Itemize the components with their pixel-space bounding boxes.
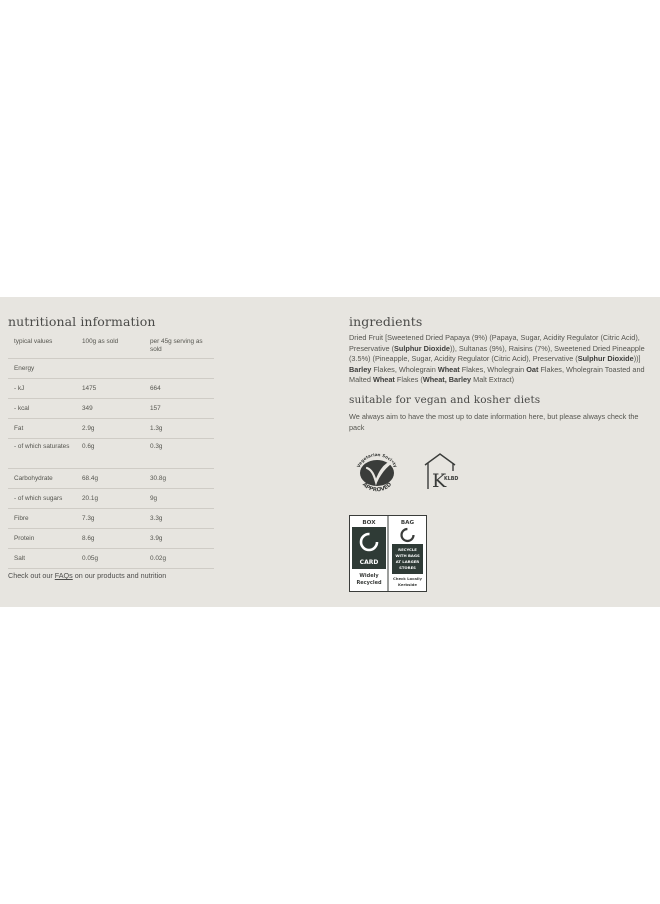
nutrient-name: - kcal [14, 405, 30, 412]
nutrient-name: Fat [14, 425, 24, 432]
ingredient-text: Flakes, Wholegrain [459, 364, 527, 374]
value-100g: 0.05g [82, 555, 98, 562]
ingredient-text: ))] [633, 354, 641, 364]
value-100g: 0.6g [82, 443, 95, 450]
allergen: Wheat, Barley [422, 375, 472, 385]
table-row [8, 419, 214, 439]
header-typical-values: typical values [14, 338, 53, 345]
bag-instruction-3: AT LARGER [395, 559, 420, 564]
value-per-serving: 3.9g [150, 535, 163, 542]
value-per-serving: 1.3g [150, 425, 163, 432]
box-label: BOX [362, 520, 376, 526]
table-header-row [8, 331, 214, 359]
bag-status-1: Check Locally [392, 576, 423, 581]
table-row [8, 489, 214, 509]
klbd-k-icon: K [432, 470, 447, 492]
vegan-approved-logo [352, 451, 402, 497]
header-per-serving: per 45g serving as sold [150, 338, 203, 353]
faq-note-text-end: on our products and nutrition [72, 571, 167, 580]
vegan-approved-text: APPROVED [360, 481, 394, 494]
bag-instruction-4: STORES [399, 565, 416, 570]
nutrition-table [8, 331, 214, 569]
faq-note-text: Check out our [8, 571, 55, 580]
value-100g: 2.9g [82, 425, 95, 432]
allergen: Barley [349, 364, 372, 374]
nutrient-name: Fibre [14, 515, 29, 522]
bag-label: BAG [400, 520, 415, 526]
ingredients-text [349, 333, 651, 386]
value-per-serving: 664 [150, 385, 161, 392]
diets-note: We always aim to have the most up to date information here, but please always check the pack [349, 412, 639, 432]
value-100g: 68.4g [82, 475, 98, 482]
product-info-panel [0, 297, 660, 607]
box-material: CARD [359, 559, 379, 566]
table-row [8, 399, 214, 419]
nutrient-name: Carbohydrate [14, 475, 53, 482]
ingredient-text: Malt Extract) [471, 375, 515, 385]
nutrient-name: - of which sugars [14, 495, 63, 502]
bag-status-2: Kerbside [398, 582, 417, 587]
allergen: Sulphur Dioxide [394, 343, 450, 353]
table-row [8, 509, 214, 529]
allergen: Sulphur Dioxide [577, 354, 634, 364]
value-100g: 349 [82, 405, 93, 412]
value-100g: 8.6g [82, 535, 95, 542]
allergen: Oat [526, 364, 539, 374]
table-row [8, 359, 214, 379]
vegan-arc-text: Vegetarian Society [355, 451, 399, 469]
value-per-serving: 157 [150, 405, 161, 412]
faq-link[interactable]: FAQs [54, 571, 73, 580]
nutrient-name: Protein [14, 535, 35, 542]
recycling-label [349, 515, 427, 592]
ingredient-text: Flakes ( [394, 375, 423, 385]
allergen: Wheat [437, 364, 460, 374]
value-per-serving: 3.3g [150, 515, 163, 522]
value-100g: 1475 [82, 385, 97, 392]
ingredient-text: Dried Fruit [Sweetened Dried Papaya (9%) (Papaya, Sugar, Acidity Regulator (Citric Acid), Preservative ( [349, 333, 640, 353]
klbd-roof-icon [425, 454, 455, 465]
nutrient-name: Energy [14, 365, 35, 372]
table-row [8, 469, 214, 489]
value-per-serving: 0.3g [150, 443, 163, 450]
value-per-serving: 9g [150, 495, 158, 502]
value-100g: 20.1g [82, 495, 98, 502]
faq-note [8, 571, 166, 580]
ingredient-text: )), Sultanas (9%), Raisins (7%), Sweetened Dried Pineapple (3.5%) (Pineapple, Sugar, Acidity Regulator (Citric Acid), Preservative ( [349, 343, 645, 364]
allergen: Wheat [372, 375, 395, 385]
bag-instruction-2: WITH BAGS [395, 553, 420, 558]
nutrient-name: - of which saturates [14, 443, 70, 450]
ingredient-text: Flakes, Wholegrain [371, 364, 438, 374]
nutrition-heading: nutritional information [8, 314, 156, 329]
table-row [8, 529, 214, 549]
ingredients-heading: ingredients [349, 314, 423, 329]
kosher-klbd-logo [420, 451, 460, 493]
table-row [8, 439, 214, 469]
value-100g: 7.3g [82, 515, 95, 522]
value-per-serving: 0.02g [150, 555, 166, 562]
nutrient-name: Salt [14, 555, 26, 562]
value-per-serving: 30.8g [150, 475, 166, 482]
table-row [8, 549, 214, 569]
klbd-text: KLBD [444, 477, 459, 482]
box-status-1: Widely [359, 573, 379, 579]
nutrient-name: - kJ [14, 385, 25, 392]
bag-instruction-1: RECYCLE [398, 547, 417, 552]
ingredient-text: Flakes, Wholegrain Toasted and Malted [349, 364, 645, 385]
table-row [8, 379, 214, 399]
diets-heading: suitable for vegan and kosher diets [349, 394, 541, 406]
box-status-2: Recycled [356, 580, 382, 586]
header-100g: 100g as sold [82, 338, 119, 345]
